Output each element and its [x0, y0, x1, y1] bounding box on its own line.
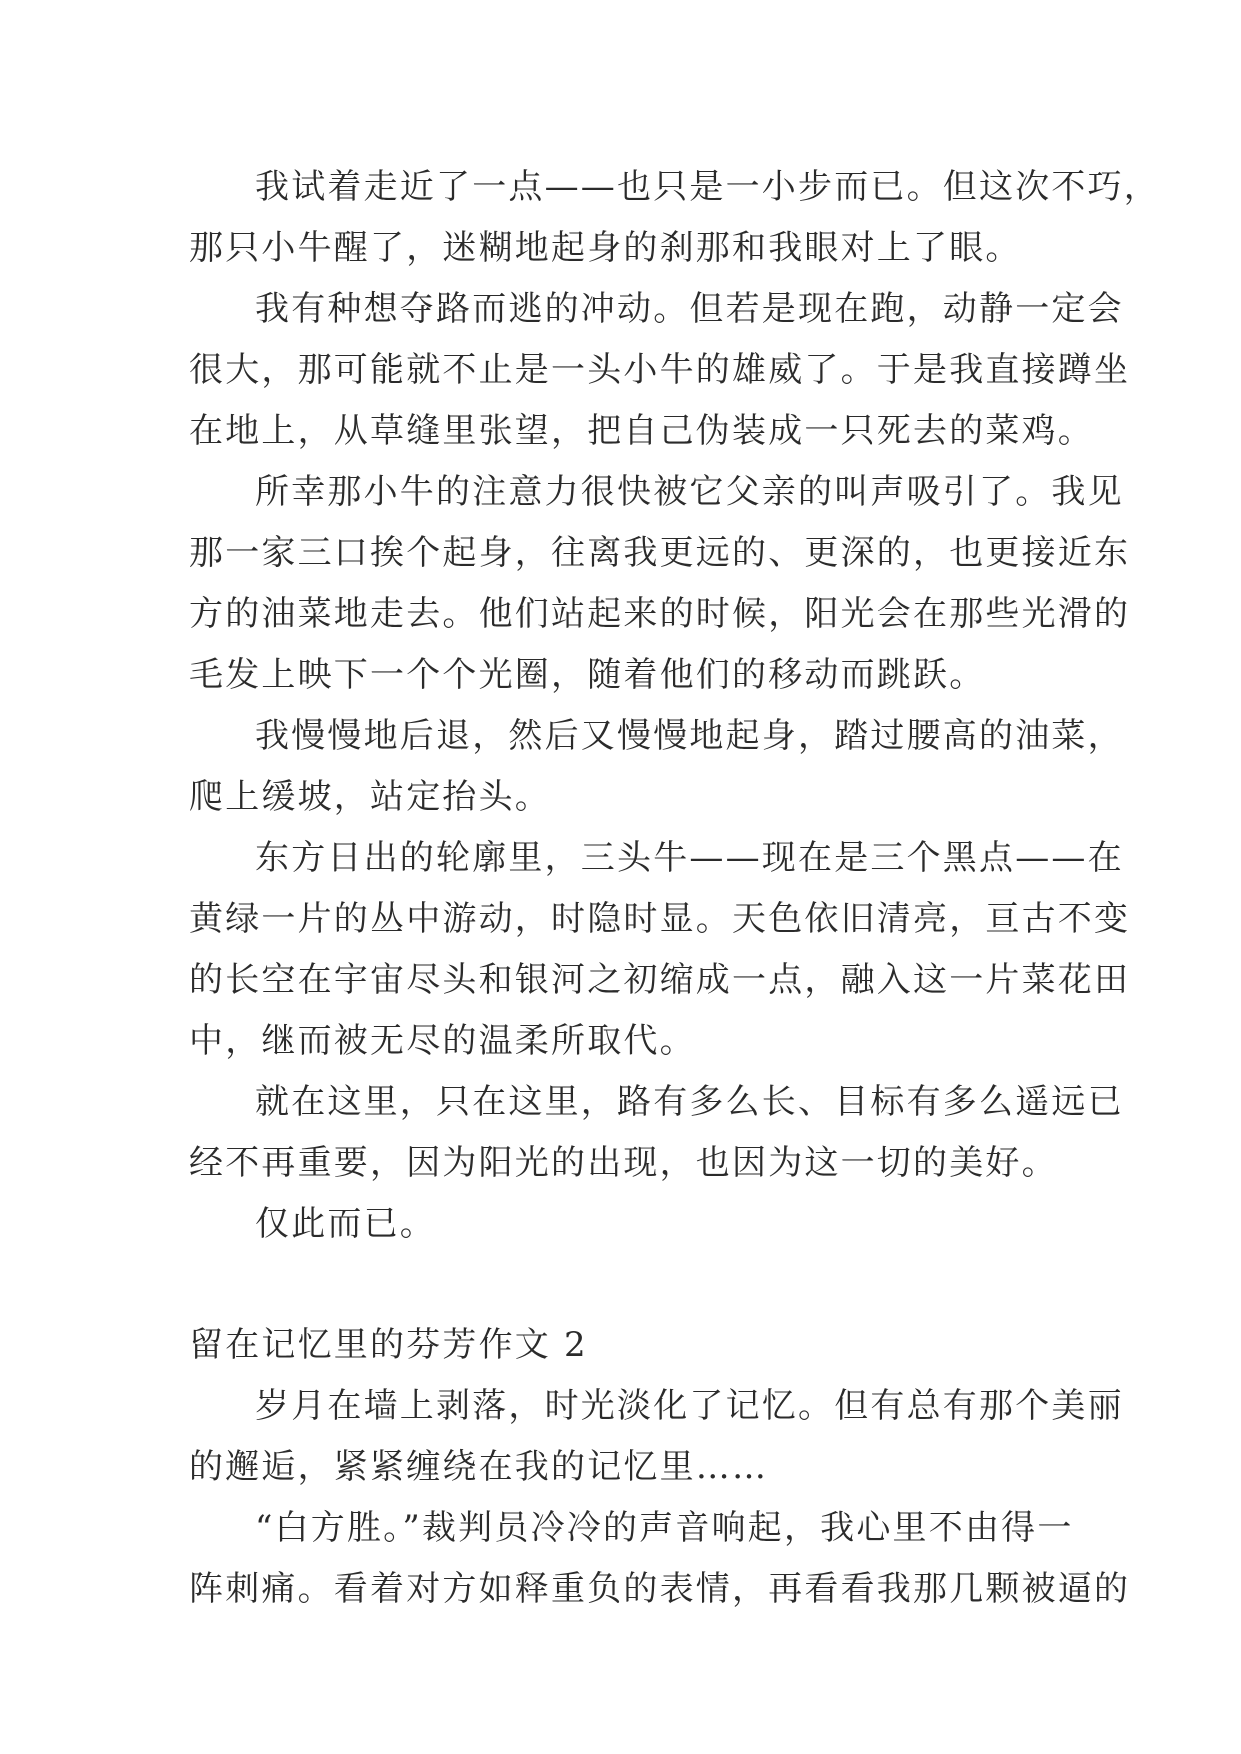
- paragraph-line: 所幸那小牛的注意力很快被它父亲的叫声吸引了。我见: [255, 472, 1124, 512]
- paragraph-line: 毛发上映下一个个光圈，随着他们的移动而跳跃。: [189, 655, 986, 695]
- section-title: 留在记忆里的芬芳作文 2: [189, 1325, 588, 1365]
- paragraph-line: 我慢慢地后退，然后又慢慢地起身，踏过腰高的油菜，: [255, 716, 1124, 756]
- paragraph-line: 在地上，从草缝里张望，把自己伪装成一只死去的菜鸡。: [189, 411, 1094, 451]
- paragraph-line: 仅此而已。: [255, 1204, 436, 1244]
- paragraph-line: 阵刺痛。看着对方如释重负的表情，再看看我那几颗被逼的: [189, 1569, 1131, 1609]
- paragraph-line: 黄绿一片的丛中游动，时隐时显。天色依旧清亮，亘古不变: [189, 899, 1131, 939]
- paragraph-line: 爬上缓坡，站定抬头。: [189, 777, 551, 817]
- paragraph-line: 就在这里，只在这里，路有多么长、目标有多么遥远已: [255, 1082, 1124, 1122]
- paragraph-line: 方的油菜地走去。他们站起来的时候，阳光会在那些光滑的: [189, 594, 1131, 634]
- paragraph-line: 的长空在宇宙尽头和银河之初缩成一点，融入这一片菜花田: [189, 960, 1131, 1000]
- paragraph-line: 那只小牛醒了，迷糊地起身的刹那和我眼对上了眼。: [189, 228, 1022, 268]
- paragraph-line: 中，继而被无尽的温柔所取代。: [189, 1021, 696, 1061]
- paragraph-line: 我试着走近了一点——也只是一小步而已。但这次不巧，: [255, 167, 1160, 207]
- paragraph-line: 经不再重要，因为阳光的出现，也因为这一切的美好。: [189, 1143, 1058, 1183]
- paragraph-line: 很大，那可能就不止是一头小牛的雄威了。于是我直接蹲坐: [189, 350, 1131, 390]
- paragraph-line: 岁月在墙上剥落，时光淡化了记忆。但有总有那个美丽: [255, 1386, 1124, 1426]
- paragraph-line: 东方日出的轮廓里，三头牛——现在是三个黑点——在: [255, 838, 1124, 878]
- paragraph-line: 我有种想夺路而逃的冲动。但若是现在跑，动静一定会: [255, 289, 1124, 329]
- paragraph-line: 的邂逅，紧紧缠绕在我的记忆里……: [189, 1447, 769, 1487]
- paragraph-line: “白方胜。”裁判员冷冷的声音响起，我心里不由得一: [255, 1508, 1074, 1548]
- paragraph-line: 那一家三口挨个起身，往离我更远的、更深的，也更接近东: [189, 533, 1131, 573]
